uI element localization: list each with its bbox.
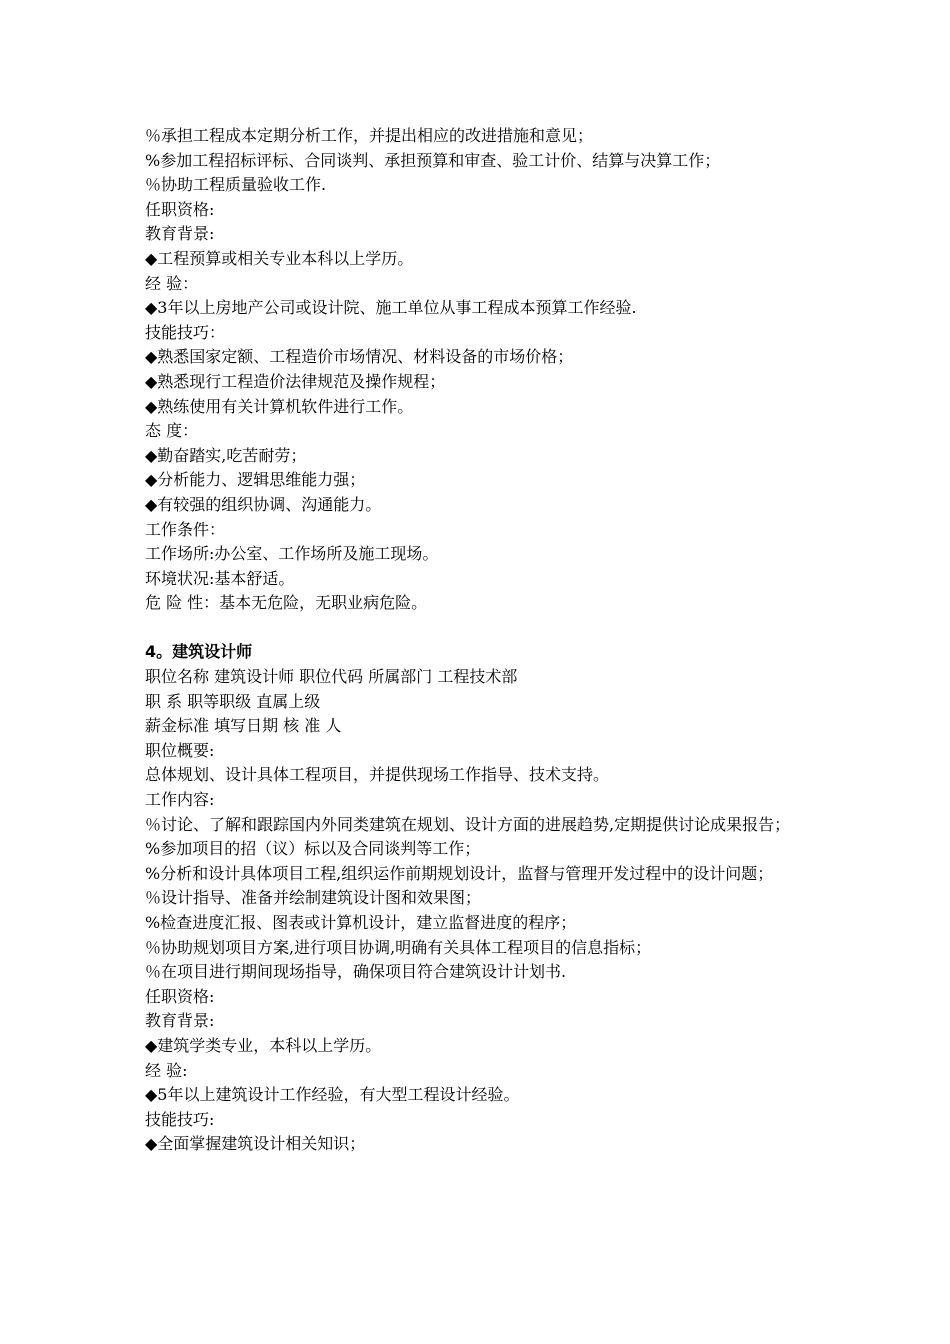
bullet-item: ◆3年以上房地产公司或设计院、施工单位从事工程成本预算工作经验. (145, 298, 637, 318)
paragraph-gap (145, 616, 845, 641)
section-label: 教育背景: (145, 224, 215, 244)
text-line: 总体规划、设计具体工程项目，并提供现场工作指导、技术支持。 (145, 765, 610, 785)
section-label: 技能技巧: (145, 1109, 215, 1129)
text-line: 危 险 性：基本无危险，无职业病危险。 (145, 593, 428, 613)
bullet-item: ◆全面掌握建筑设计相关知识； (145, 1134, 366, 1154)
section-label: 任职资格: (145, 986, 215, 1006)
text-line: 工作场所:办公室、工作场所及施工现场。 (145, 544, 439, 564)
section-label: 经 验： (145, 273, 199, 293)
section-heading: 4。建筑设计师 (145, 642, 253, 662)
text-line: ％设计指导、准备并绘制建筑设计图和效果图； (145, 888, 482, 908)
text-line: %参加工程招标评标、合同谈判、承担预算和审查、验工计价、结算与决算工作； (145, 150, 721, 170)
text-line: %分析和设计具体项目工程,组织运作前期规划设计，监督与管理开发过程中的设计问题； (145, 863, 774, 883)
bullet-item: ◆熟悉国家定额、工程造价市场情况、材料设备的市场价格； (145, 347, 574, 367)
bullet-item: ◆熟练使用有关计算机软件进行工作。 (145, 396, 414, 416)
text-line: 薪金标准 填写日期 核 准 人 (145, 716, 342, 736)
section-label: 态 度： (145, 421, 199, 441)
bullet-item: ◆5年以上建筑设计工作经验，有大型工程设计经验。 (145, 1085, 520, 1105)
document-page (145, 124, 845, 1157)
bullet-item: ◆建筑学类专业，本科以上学历。 (145, 1035, 382, 1055)
bullet-item: ◆有较强的组织协调、沟通能力。 (145, 494, 382, 514)
bullet-item: ◆分析能力、逻辑思维能力强； (145, 470, 366, 490)
text-line: ％讨论、了解和跟踪国内外同类建筑在规划、设计方面的进展趋势,定期提供讨论成果报告； (145, 814, 791, 834)
text-line: ％在项目进行期间现场指导，确保项目符合建筑设计计划书. (145, 962, 567, 982)
text-line: 环境状况:基本舒适。 (145, 568, 295, 588)
bullet-item: ◆工程预算或相关专业本科以上学历。 (145, 248, 414, 268)
bullet-item: ◆熟悉现行工程造价法律规范及操作规程； (145, 371, 446, 391)
section-label: 职位概要: (145, 740, 215, 760)
text-line: ％协助规划项目方案,进行项目协调,明确有关具体工程项目的信息指标； (145, 937, 652, 957)
section-label: 经 验: (145, 1060, 188, 1080)
text-line: ％承担工程成本定期分析工作，并提出相应的改进措施和意见； (145, 126, 594, 145)
section-label: 工作内容: (145, 790, 215, 810)
section-label: 技能技巧： (145, 322, 226, 342)
bullet-item: ◆勤奋踏实,吃苦耐劳； (145, 445, 307, 465)
section-label: 教育背景: (145, 1011, 215, 1031)
text-line: 职位名称 建筑设计师 职位代码 所属部门 工程技术部 (145, 667, 518, 687)
section-label: 任职资格: (145, 199, 215, 219)
text-line: ％协助工程质量验收工作. (145, 175, 327, 195)
text-line: %检查进度汇报、图表或计算机设计，建立监督进度的程序； (145, 913, 577, 932)
section-label: 工作条件： (145, 519, 226, 539)
text-line: %参加项目的招（议）标以及合同谈判等工作； (145, 839, 481, 859)
text-line: 职 系 职等职级 直属上级 (145, 691, 321, 711)
